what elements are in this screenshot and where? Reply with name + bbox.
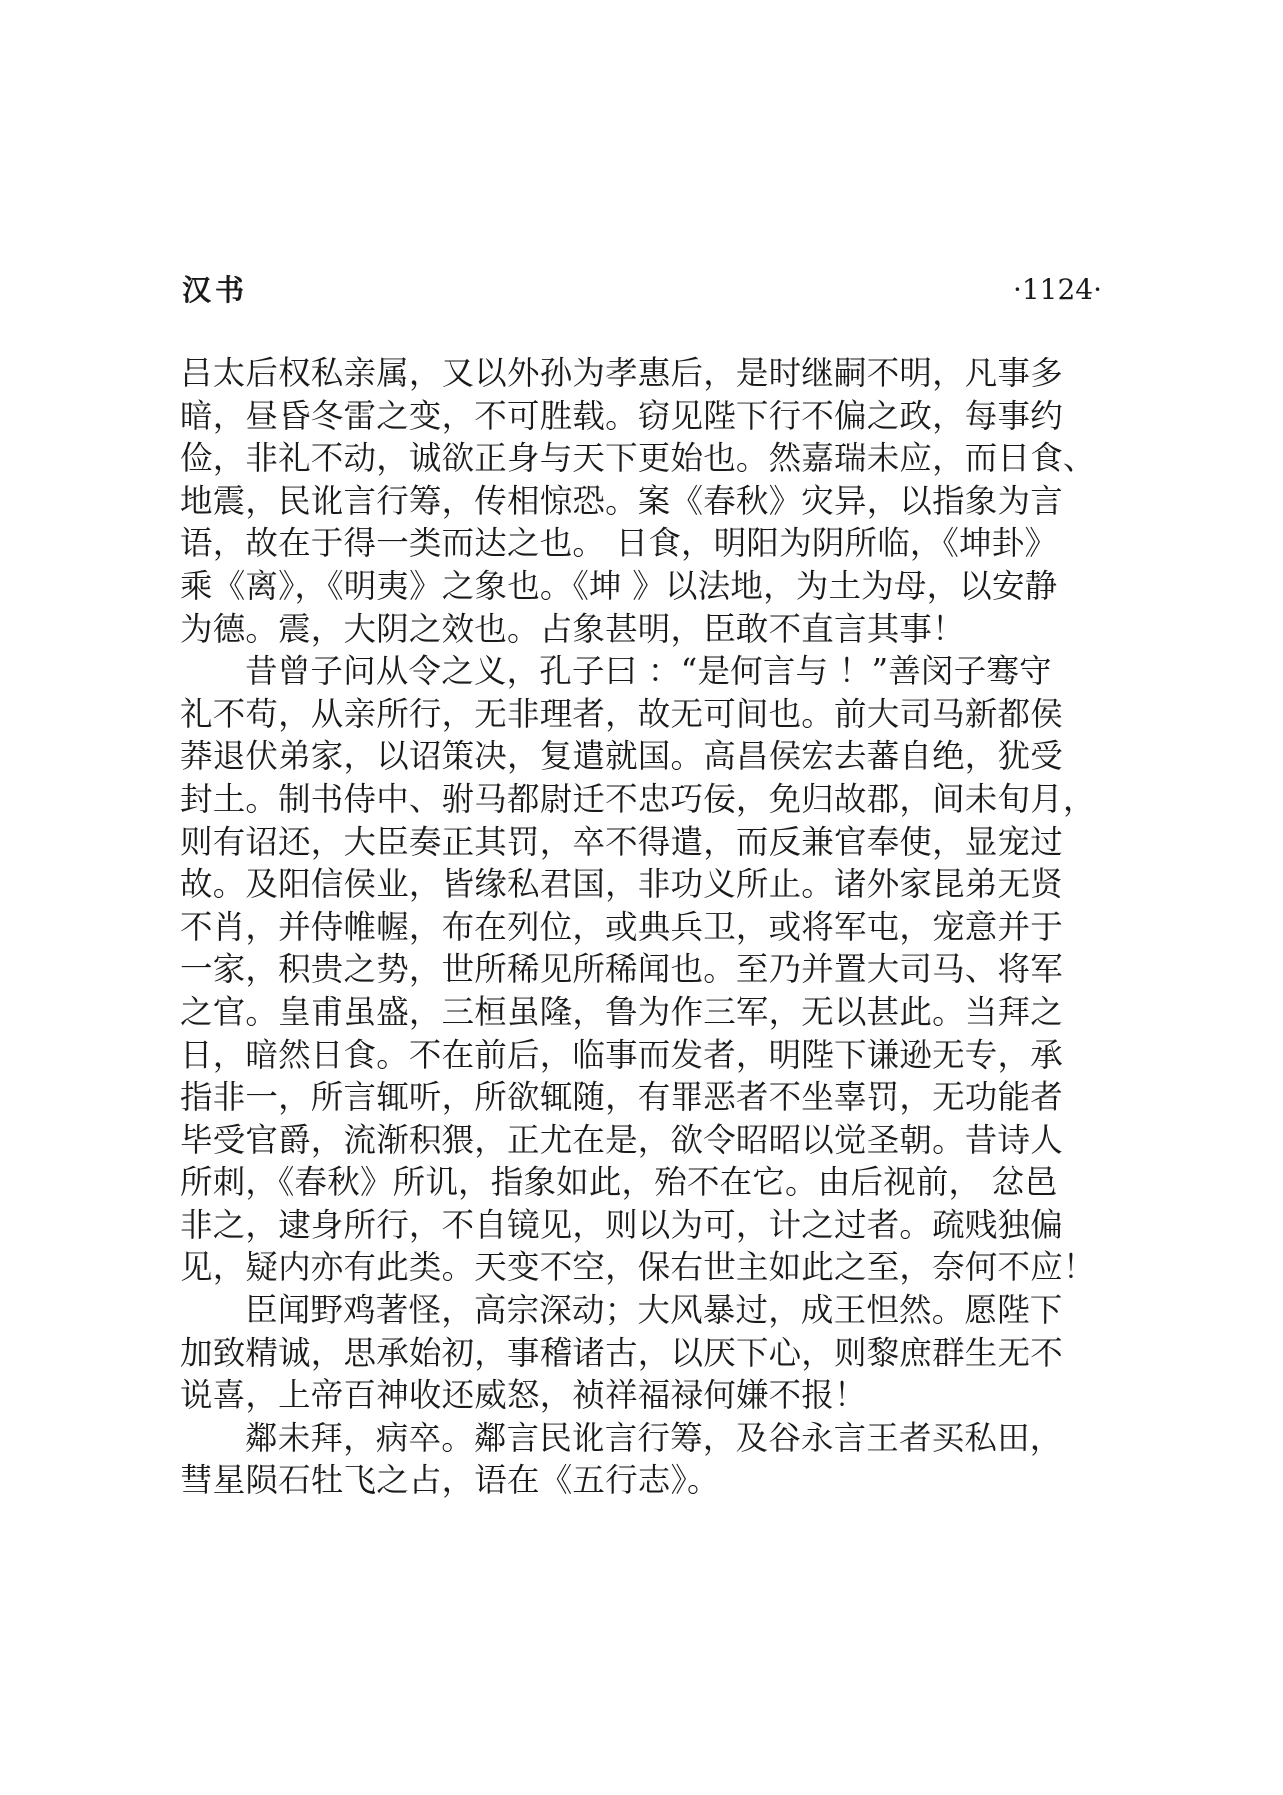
text-line: 礼不苟，从亲所行，无非理者，故无可间也。前大司马新都侯 xyxy=(180,694,1063,733)
text-line: 说喜，上帝百神收还威怒，祯祥福禄何嫌不报！ xyxy=(180,1376,867,1415)
text-line: 俭，非礼不动，诚欲正身与天下更始也。然嘉瑞未应，而日食、 xyxy=(180,439,1096,478)
text-line: 非之，逮身所行，不自镜见，则以为可，计之过者。疏贱独偏 xyxy=(180,1205,1063,1244)
body-text xyxy=(180,352,1096,1502)
text-line: 见，疑内亦有此类。天变不空，保右世主如此之至，奈何不应！ xyxy=(180,1248,1096,1287)
text-line: 加致精诚，思承始初，事稽诸古，以厌下心，则黎庶群生无不 xyxy=(180,1333,1063,1372)
text-line: 地震，民讹言行筹，传相惊恐。案《春秋》灾异，以指象为言 xyxy=(180,481,1063,520)
page-number: ·1124· xyxy=(1012,273,1102,306)
text-line: 吕太后权私亲属，又以外孙为孝惠后，是时继嗣不明，凡事多 xyxy=(180,354,1063,392)
paragraph-start-line: 鄰未拜，病卒。鄰言民讹言行筹，及谷永言王者买私田， xyxy=(245,1418,1063,1457)
text-line: 乘《离》，《明夷》之象也。《坤 》以法地，为土为母，以安静 xyxy=(180,566,1058,605)
text-line: 为德。震，大阴之效也。占象甚明，臣敢不直言其事！ xyxy=(180,609,965,648)
text-line: 日，暗然日食。不在前后，临事而发者，明陛下谦逊无专，承 xyxy=(180,1035,1063,1074)
book-title: 汉书 xyxy=(182,273,249,307)
text-line: 故。及阳信侯业，皆缘私君国，非功义所止。诸外家昆弟无贤 xyxy=(180,865,1063,904)
text-line: 封土。制书侍中、驸马都尉迁不忠巧佞，免归故郡，间未旬月， xyxy=(180,779,1096,818)
text-line: 莽退伏弟家，以诏策决，复遣就国。高昌侯宏去蕃自绝，犹受 xyxy=(180,737,1063,776)
text-line: 所刺，《春秋》所讥，指象如此，殆不在它。由后视前， 忿邑 xyxy=(180,1163,1058,1202)
text-line: 则有诏还，大臣奏正其罚，卒不得遣，而反兼官奉使，显宠过 xyxy=(180,822,1063,861)
text-line: 语，故在于得一类而达之也。 日食，明阳为阴所临，《坤卦》 xyxy=(180,524,1058,563)
text-line: 之官。皇甫虽盛，三桓虽隆，鲁为作三军，无以甚此。当拜之 xyxy=(180,992,1063,1031)
text-line: 一家，积贵之势，世所稀见所稀闻也。至乃并置大司马、将军 xyxy=(180,950,1063,989)
text-line: 不肖，并侍帷幄，布在列位，或典兵卫，或将军屯，宠意并于 xyxy=(180,907,1063,946)
text-line: 彗星陨石牡飞之占，语在《五行志》。 xyxy=(180,1461,720,1500)
paragraph-start-line: 臣闻野鸡著怪，高宗深动；大风暴过，成王怛然。愿陛下 xyxy=(245,1291,1063,1330)
running-header xyxy=(182,270,1102,310)
text-line: 毕受官爵，流渐积猥，正尤在是，欲令昭昭以觉圣朝。昔诗人 xyxy=(180,1120,1063,1159)
text-line: 指非一，所言辄听，所欲辄随，有罪恶者不坐辜罚，无功能者 xyxy=(180,1078,1063,1117)
text-line: 暗，昼昏冬雷之变，不可胜载。窃见陛下行不偏之政，每事约 xyxy=(180,396,1063,435)
paragraph-start-line: 昔曾子问从令之义，孔子曰 ：“是何言与 ！”善闵子骞守 xyxy=(245,652,1052,691)
